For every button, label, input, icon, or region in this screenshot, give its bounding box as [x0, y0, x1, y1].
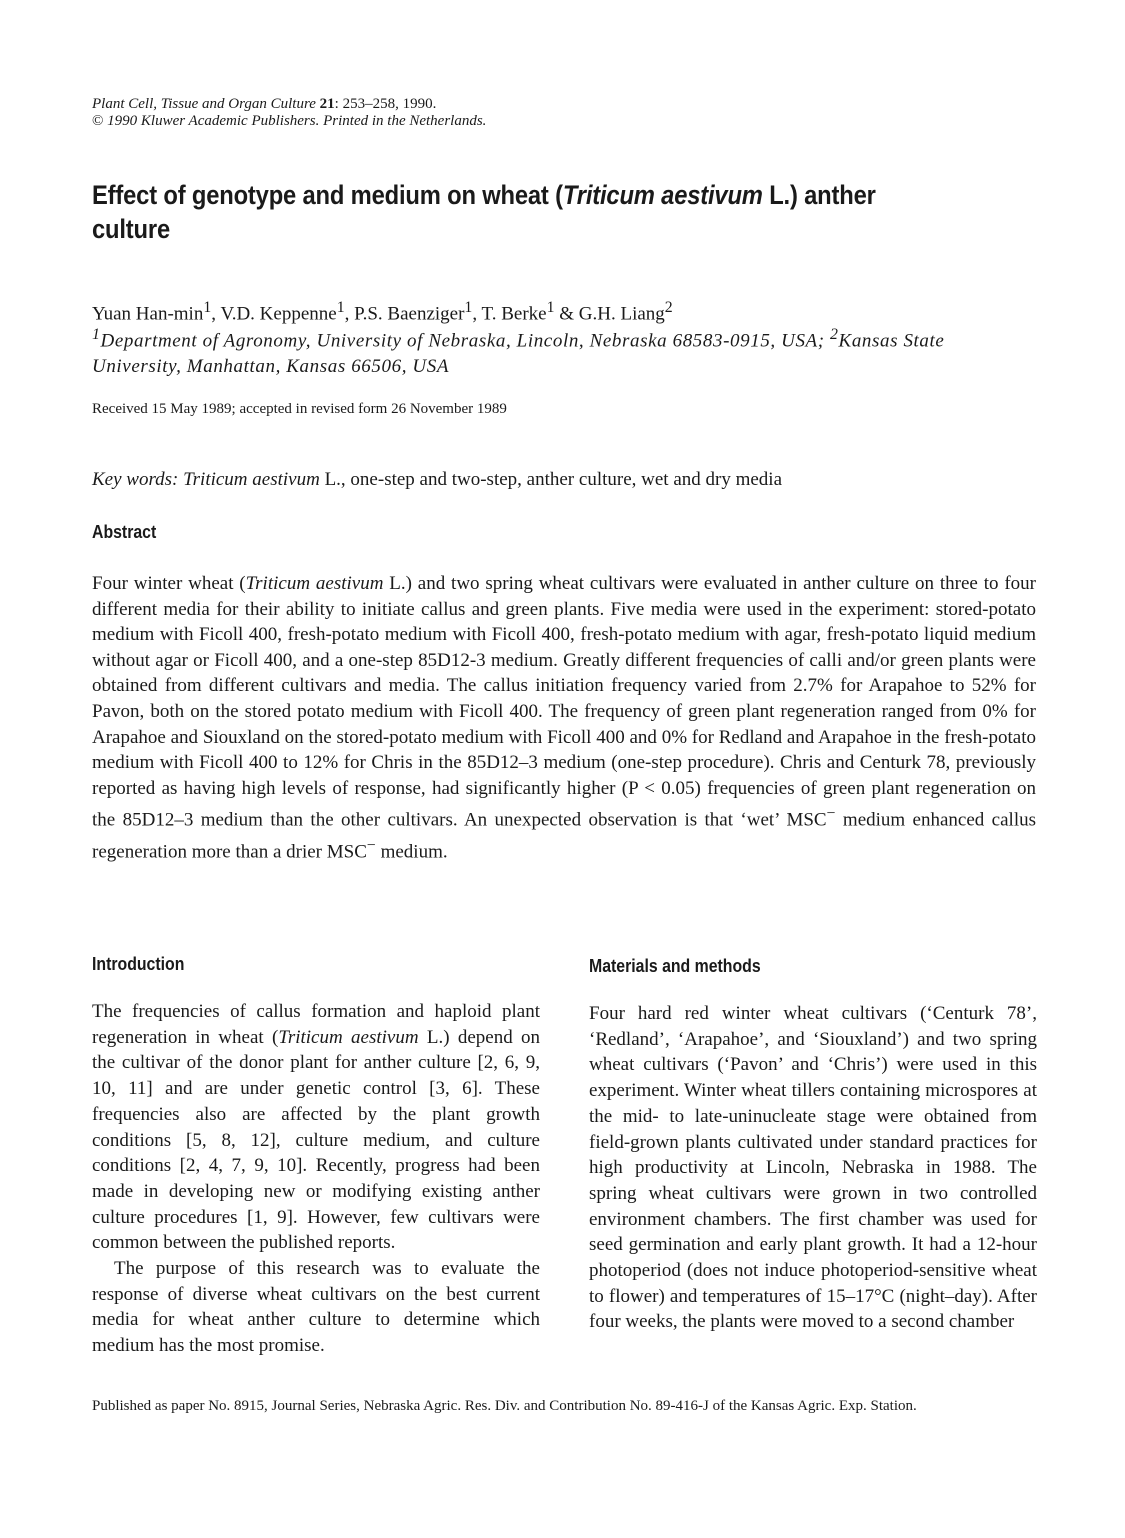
introduction-heading: Introduction — [92, 954, 185, 974]
journal-header — [92, 96, 486, 130]
introduction-section — [92, 953, 540, 1359]
footnote: Published as paper No. 8915, Journal Series, Nebraska Agric. Res. Div. and Contribution No. 89-416-J of the Kansas Agric. Exp. Station. — [92, 1398, 917, 1414]
keywords: Key words: Triticum aestivum L., one-step and two-step, anther culture, wet and dry media — [92, 469, 783, 490]
copyright-symbol: © — [92, 113, 104, 129]
journal-citation: Plant Cell, Tissue and Organ Culture 21: 253–258, 1990. — [92, 96, 437, 112]
author-list: Yuan Han-$\min^1$, V.D. Keppenne$^1$, P.S. Baenziger$^1$, T. Berke$^1$ & G.H. Liang$^2$ — [92, 299, 673, 325]
copyright-line: © 1990 Kluwer Academic Publishers. Printed in the Netherlands. — [92, 113, 487, 129]
abstract-heading: Abstract — [92, 522, 157, 542]
introduction-paragraph: The purpose of this research was to evaluate the response of diverse wheat cultivars on the best current media for wheat anther culture to determine which medium has the most promise. — [92, 1258, 540, 1357]
paper-title: Effect of genotype and medium on wheat (Triticum aestivum L.) anther culture — [92, 180, 876, 244]
affiliations: $^1$Department of Agronomy, University of Nebraska, Lincoln, Nebraska 68583-0915, USA; $^2$Kansas State University, Manhattan, Kansas 66506, USA — [92, 326, 945, 378]
methods-section — [589, 955, 1037, 1335]
methods-heading: Materials and methods — [589, 956, 761, 976]
received-dates: Received 15 May 1989; accepted in revised form 26 November 1989 — [92, 401, 507, 417]
introduction-paragraph: The frequencies of callus formation and haploid plant regeneration in wheat (Triticum aestivum L.) depend on the cultivar of the donor plant for anther culture [2, 6, 9, 10, 11] and are under genetic control [3, 6]. These frequencies also are affected by the plant growth conditions [5, 8, 12], culture medium, and culture conditions [2, 4, 7, 9, 10]. Recently, progress had been made in developing new or modifying existing anther culture procedures [1, 9]. However, few cultivars were common between the published reports. — [92, 1001, 540, 1254]
methods-paragraph: Four hard red winter wheat cultivars (‘Centurk 78’, ‘Redland’, ‘Arapahoe’, and ‘Siouxland’) and two spring wheat cultivars (‘Pavon’ and ‘Chris’) were used in this experiment. Winter wheat tillers containing microspores at the mid- to late-uninucleate stage were obtained from field-grown plants cultivated under standard practices for high productivity at Lincoln, Nebraska in 1988. The spring wheat cultivars were grown in two controlled environment chambers. The first chamber was used for seed germination and early plant growth. It had a 12-hour photoperiod (does not induce photoperiod-sensitive wheat to flower) and temperatures of 15–17°C (night–day). After four weeks, the plants were moved to a second chamber — [589, 1003, 1037, 1333]
abstract-text: Four winter wheat (Triticum aestivum L.) and two spring wheat cultivars were evaluated in anther culture on three to four different media for their ability to initiate callus and green plants. Five media were used in the experiment: stored-potato medium with Ficoll 400, fresh-potato medium with Ficoll 400, fresh-potato medium with agar, fresh-potato liquid medium without agar or Ficoll 400, and a one-step 85D12-3 medium. Greatly different frequencies of calli and/or green plants were obtained from different cultivars and media. The callus initiation frequency varied from 2.7% for Arapahoe to 52% for Pavon, both on the stored potato medium with Ficoll 400. The frequency of green plant regeneration ranged from 0% for Arapahoe and Siouxland on the stored-potato medium with Ficoll 400 and 0% for Redland and Arapahoe in the fresh-potato medium with Ficoll 400 to 12% for Chris in the 85D12–3 medium (one-step procedure). Chris and Centurk 78, previously reported as having high levels of response, had significantly higher (P < 0.05) frequencies of green plant regeneration on the 85D12–3 medium than the other cultivars. An unexpected observation is that ‘wet’ MSC− medium enhanced callus regeneration more than a drier MSC− medium. — [92, 573, 1036, 863]
